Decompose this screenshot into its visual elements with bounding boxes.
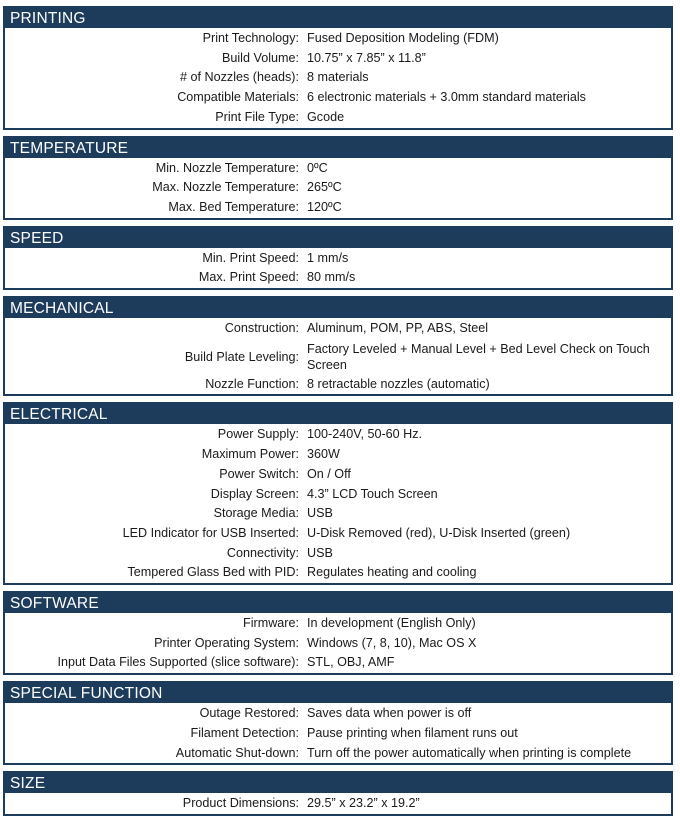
spec-label: Storage Media: <box>213 506 299 521</box>
spec-separator <box>299 565 307 581</box>
spec-label: Compatible Materials: <box>177 90 299 105</box>
spec-value: 360W <box>307 447 340 462</box>
spec-row <box>5 614 671 634</box>
spec-separator <box>299 746 307 762</box>
spec-section-electrical <box>3 402 673 585</box>
spec-rows <box>5 318 671 394</box>
spec-row <box>5 425 671 445</box>
spec-section-temperature <box>3 136 673 220</box>
section-header: ELECTRICAL <box>5 404 671 424</box>
spec-value: 8 materials <box>307 70 369 85</box>
spec-value: USB <box>307 545 333 560</box>
spec-separator <box>299 70 307 86</box>
spec-row <box>5 634 671 654</box>
spec-separator <box>299 321 307 337</box>
spec-label: Firmware: <box>243 616 299 631</box>
spec-label: Power Supply: <box>217 427 299 442</box>
spec-separator <box>299 726 307 742</box>
spec-separator <box>299 200 307 216</box>
spec-row <box>5 504 671 524</box>
spec-value: Regulates heating and cooling <box>307 565 477 580</box>
section-header: PRINTING <box>5 8 671 28</box>
section-header: SPECIAL FUNCTION <box>5 683 671 703</box>
spec-row <box>5 375 671 395</box>
spec-value: Aluminum, POM, PP, ABS, Steel <box>307 321 489 336</box>
spec-value: Pause printing when filament runs out <box>307 725 518 740</box>
spec-label: Product Dimensions: <box>182 796 299 811</box>
spec-separator <box>299 506 307 522</box>
spec-value: Saves data when power is off <box>307 706 472 721</box>
spec-label: Print File Type: <box>215 109 299 124</box>
spec-value: Factory Leveled + Manual Level + Bed Level Check on Touch Screen <box>307 341 650 372</box>
spec-label: Min. Nozzle Temperature: <box>155 160 299 175</box>
spec-separator <box>299 51 307 67</box>
spec-row <box>5 653 671 673</box>
spec-label: # of Nozzles (heads): <box>180 70 299 85</box>
spec-value: 10.75” x 7.85” x 11.8” <box>307 50 426 65</box>
spec-label: Connectivity: <box>226 545 299 560</box>
spec-row <box>5 159 671 179</box>
spec-label: Tempered Glass Bed with PID: <box>127 565 299 580</box>
spec-separator <box>299 377 307 393</box>
spec-label: Construction: <box>224 321 299 336</box>
spec-label: Maximum Power: <box>201 447 299 462</box>
spec-section-speed <box>3 226 673 290</box>
section-header: SIZE <box>5 773 671 793</box>
spec-rows <box>5 28 671 128</box>
spec-separator <box>299 796 307 812</box>
spec-separator <box>299 546 307 562</box>
spec-row <box>5 724 671 744</box>
spec-label: Power Switch: <box>219 466 299 481</box>
section-header: SPEED <box>5 228 671 248</box>
spec-rows <box>5 613 671 673</box>
spec-label: Filament Detection: <box>190 725 299 740</box>
spec-value: In development (English Only) <box>307 616 476 631</box>
spec-rows <box>5 793 671 814</box>
spec-separator <box>299 31 307 47</box>
spec-value: 29.5” x 23.2” x 19.2” <box>307 796 420 811</box>
spec-row <box>5 524 671 544</box>
section-header: TEMPERATURE <box>5 138 671 158</box>
section-header: SOFTWARE <box>5 593 671 613</box>
spec-row <box>5 49 671 69</box>
spec-row <box>5 485 671 505</box>
spec-value: Fused Deposition Modeling (FDM) <box>307 31 499 45</box>
spec-row <box>5 178 671 198</box>
spec-label: Build Volume: <box>221 50 299 65</box>
spec-label: Max. Nozzle Temperature: <box>152 180 299 195</box>
section-header: MECHANICAL <box>5 298 671 318</box>
spec-value: USB <box>307 506 333 521</box>
spec-separator <box>299 616 307 632</box>
spec-separator <box>299 341 307 373</box>
spec-value: 1 mm/s <box>307 250 349 265</box>
spec-value: 8 retractable nozzles (automatic) <box>307 376 490 391</box>
spec-value: U-Disk Removed (red), U-Disk Inserted (green) <box>307 525 571 540</box>
spec-rows <box>5 703 671 763</box>
spec-row <box>5 319 671 339</box>
spec-label: Display Screen: <box>210 486 299 501</box>
spec-separator <box>299 427 307 443</box>
spec-section-special-function <box>3 681 673 765</box>
spec-value: 100-240V, 50-60 Hz. <box>307 427 423 442</box>
spec-row <box>5 563 671 583</box>
spec-rows <box>5 248 671 288</box>
spec-label: Input Data Files Supported (slice software): <box>57 655 299 670</box>
spec-separator <box>299 636 307 652</box>
spec-value: 120ºC <box>307 199 342 214</box>
spec-label: Outage Restored: <box>199 706 299 721</box>
spec-row <box>5 198 671 218</box>
spec-row <box>5 744 671 764</box>
spec-value: 265ºC <box>307 180 342 195</box>
spec-separator <box>299 526 307 542</box>
spec-section-mechanical <box>3 296 673 396</box>
spec-rows <box>5 424 671 583</box>
spec-value: On / Off <box>307 466 351 481</box>
spec-value: 80 mm/s <box>307 270 356 285</box>
spec-separator <box>299 447 307 463</box>
spec-row <box>5 704 671 724</box>
spec-section-size <box>3 771 673 816</box>
spec-section-software <box>3 591 673 675</box>
spec-label: Nozzle Function: <box>205 376 299 391</box>
spec-value: Gcode <box>307 109 345 124</box>
spec-separator <box>299 270 307 286</box>
spec-separator <box>299 706 307 722</box>
spec-row <box>5 68 671 88</box>
spec-label: Build Plate Leveling: <box>184 349 299 364</box>
spec-row <box>5 268 671 288</box>
spec-row <box>5 108 671 128</box>
spec-separator <box>299 161 307 177</box>
spec-label: Print Technology: <box>202 31 299 45</box>
spec-label: Min. Print Speed: <box>202 250 299 265</box>
spec-row <box>5 794 671 814</box>
spec-row <box>5 29 671 49</box>
spec-label: Automatic Shut-down: <box>175 745 299 760</box>
spec-separator <box>299 655 307 671</box>
spec-label: Printer Operating System: <box>154 635 299 650</box>
spec-separator <box>299 467 307 483</box>
spec-row <box>5 465 671 485</box>
spec-separator <box>299 180 307 196</box>
spec-row <box>5 544 671 564</box>
spec-label: LED Indicator for USB Inserted: <box>122 525 299 540</box>
spec-rows <box>5 158 671 218</box>
spec-row <box>5 249 671 269</box>
spec-separator <box>299 90 307 106</box>
spec-row <box>5 445 671 465</box>
spec-value: 6 electronic materials + 3.0mm standard materials <box>307 90 586 105</box>
spec-value: Turn off the power automatically when printing is complete <box>307 745 632 760</box>
spec-separator <box>299 487 307 503</box>
spec-row <box>5 88 671 108</box>
spec-value: Windows (7, 8, 10), Mac OS X <box>307 635 477 650</box>
spec-value: 0ºC <box>307 160 328 175</box>
spec-section-printing <box>3 6 673 130</box>
spec-separator <box>299 110 307 126</box>
spec-label: Max. Bed Temperature: <box>168 199 299 214</box>
spec-separator <box>299 251 307 267</box>
spec-value: 4.3” LCD Touch Screen <box>307 486 438 501</box>
spec-label: Max. Print Speed: <box>198 270 299 285</box>
spec-value: STL, OBJ, AMF <box>307 655 395 670</box>
spec-row <box>5 339 671 375</box>
